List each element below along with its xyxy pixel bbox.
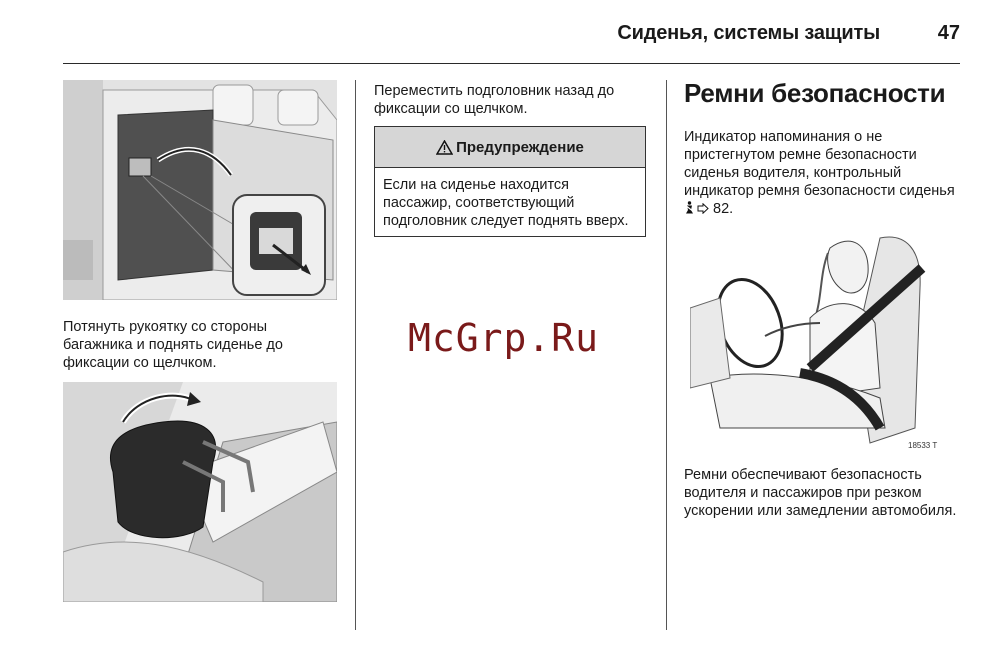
seatbelt-reminder-icon bbox=[684, 201, 695, 214]
page-reference-arrow-icon bbox=[697, 203, 709, 214]
warning-triangle-icon bbox=[436, 140, 453, 155]
column-divider-right bbox=[666, 80, 667, 630]
section-heading: Ремни безопасности bbox=[684, 78, 946, 108]
page-reference: 82. bbox=[713, 201, 734, 217]
header-rule bbox=[63, 63, 960, 64]
headrest-illustration bbox=[63, 382, 337, 602]
figure-number: 18533 T bbox=[908, 441, 938, 450]
running-header-title: Сиденья, системы защиты bbox=[617, 22, 880, 44]
seat-handle-illustration bbox=[63, 80, 337, 300]
seatbelt-intro-text: Индикатор напоминания о не пристегнутом ремне безопасности сиденья водителя, контрольный индикатор ремня безопасности сиденья bbox=[684, 129, 955, 199]
column-divider-left bbox=[355, 80, 356, 630]
caption-lift-seat: Потянуть рукоятку со стороны багажника и поднять сиденье до фиксации со щелчком. bbox=[63, 319, 283, 371]
seatbelt-intro bbox=[684, 128, 960, 218]
warning-header bbox=[375, 127, 645, 168]
page-number: 47 bbox=[937, 22, 960, 44]
warning-text: Если на сиденье находится пассажир, соответствующий подголовник следует поднять вверх. bbox=[383, 177, 629, 229]
warning-box bbox=[374, 126, 646, 237]
seatbelt-paragraph: Ремни обеспечивают безопасность водителя и пассажиров при резком ускорении или замедлении автомобиля. bbox=[684, 467, 957, 519]
instruction-move-headrest: Переместить подголовник назад до фиксации со щелчком. bbox=[374, 83, 615, 117]
warning-title: Предупреждение bbox=[456, 138, 584, 156]
driver-seatbelt-illustration bbox=[690, 228, 938, 448]
watermark: McGrp.Ru bbox=[408, 316, 600, 360]
